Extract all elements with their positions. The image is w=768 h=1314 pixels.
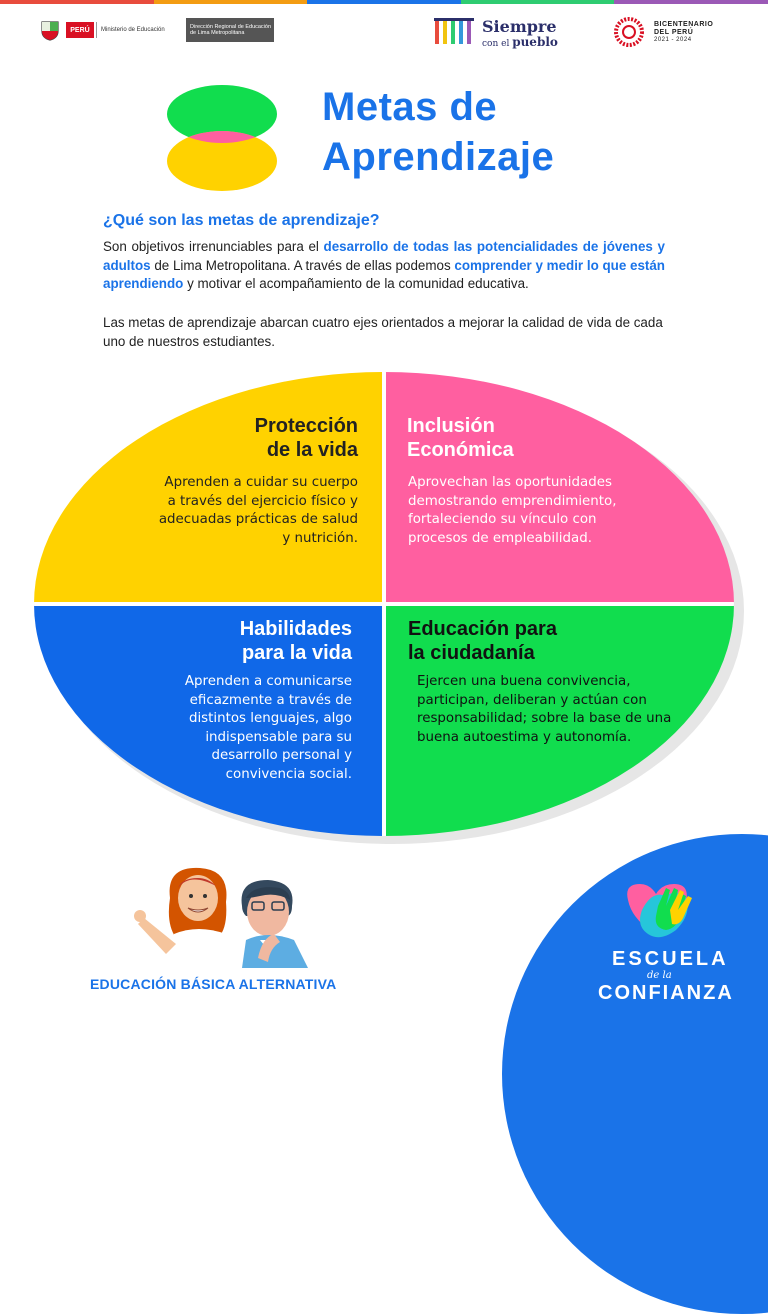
title-line-1: Metas de xyxy=(322,85,498,129)
axes-ellipse xyxy=(34,372,734,836)
bicentenario-text: BICENTENARIO xyxy=(654,21,714,28)
peru-coat-of-arms-icon xyxy=(38,18,62,42)
metas-logo-icon xyxy=(166,84,278,192)
direccion-label: Dirección Regional de Educación de Lima Metropolitana xyxy=(186,18,274,42)
bicentenario-logo xyxy=(612,16,742,48)
axis-body-proteccion: Aprenden a cuidar su cuerpo a través del ejercicio físico y adecuadas prácticas de salud y nutrición. xyxy=(158,475,358,546)
axis-body-inclusion: Aprovechan las oportunidades demostrando emprendimiento, fortaleciendo su vínculo con procesos de empleabilidad. xyxy=(408,475,617,546)
intro-paragraph-2: Las metas de aprendizaje abarcan cuatro ejes orientados a mejorar la calidad de vida de cada uno de nuestros estudiantes. xyxy=(103,315,663,349)
confianza-text: CONFIANZA xyxy=(598,982,734,1004)
highlight-potencialidades: desarrollo de todas las potencialidades de jóvenes y adultos xyxy=(103,239,665,273)
axis-title-inclusion: Inclusión Económica xyxy=(407,415,514,461)
axis-title-ciudadania: Educación para la ciudadanía xyxy=(408,618,557,664)
de-la-text: de la xyxy=(647,970,672,981)
title-line-2: Aprendizaje xyxy=(322,135,555,179)
bicentenario-sun-icon xyxy=(612,16,648,48)
axis-title-habilidades: Habilidades para la vida xyxy=(239,618,352,664)
page-title xyxy=(322,82,554,182)
hands-heart-icon xyxy=(622,880,708,942)
header xyxy=(0,4,768,54)
intro-question: ¿Qué son las metas de aprendizaje? xyxy=(103,212,380,229)
con-el-pueblo-text: con el pueblo xyxy=(482,35,558,49)
ministerio-label: Ministerio de Educación xyxy=(96,22,182,38)
eba-label: EDUCACIÓN BÁSICA ALTERNATIVA xyxy=(90,976,337,992)
students-illustration xyxy=(130,858,330,968)
axis-body-ciudadania: Ejercen una buena convivencia, participan, deliberan y actúan con responsabilidad; sobre la base de una buena autoestima y autonomía. xyxy=(417,674,672,745)
del-peru-text: DEL PERÚ xyxy=(654,29,694,36)
siempre-con-el-pueblo-logo xyxy=(434,14,574,48)
escuela-text: ESCUELA xyxy=(612,948,729,970)
intro-paragraph-1: Son objetivos irrenunciables para el desarrollo de todas las potencialidades de jóvenes y adultos de Lima Metropolitana. A través de ellas podemos comprender y medir lo que están aprendiendo y motivar el acompañamiento de la comunidad educativa. xyxy=(103,239,665,291)
axis-body-habilidades: Aprenden a comunicarse eficazmente a través de distintos lenguajes, algo indispensable para su desarrollo personal y convivencia social. xyxy=(184,674,352,782)
peru-label: PERÚ xyxy=(66,22,94,38)
horizontal-divider xyxy=(34,602,734,606)
highlight-comprender: comprender y medir lo que están aprendiendo xyxy=(103,257,665,291)
siempre-logo-icon xyxy=(434,16,480,46)
siempre-text: Siempre xyxy=(482,17,557,36)
axis-title-proteccion: Protección de la vida xyxy=(254,415,358,461)
years-text: 2021 - 2024 xyxy=(654,37,692,43)
